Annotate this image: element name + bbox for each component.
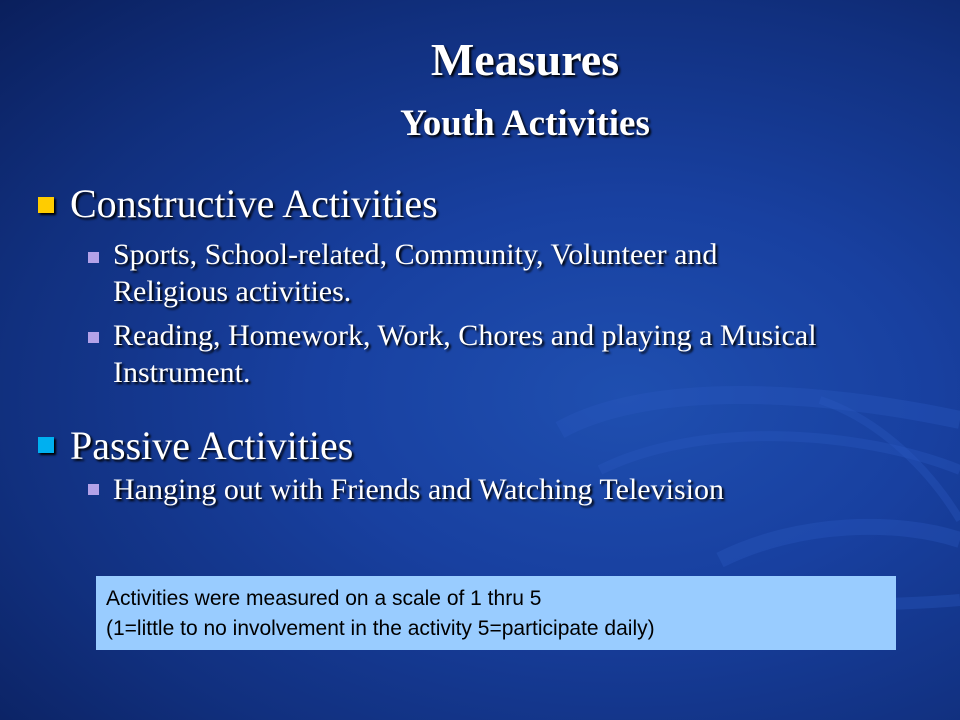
- square-bullet-icon: [38, 197, 54, 213]
- slide-title: Measures: [430, 34, 620, 85]
- list-item-line: Religious activities.: [113, 275, 352, 308]
- slide-subtitle: Youth Activities: [400, 103, 650, 144]
- scale-note-line: (1=little to no involvement in the activity 5=participate daily): [106, 617, 655, 640]
- list-item-line: Reading, Homework, Work, Chores and playing a Musical: [113, 319, 817, 352]
- square-bullet-icon: [38, 437, 54, 453]
- list-item-line: Instrument.: [113, 356, 251, 389]
- scale-note-box: [96, 576, 896, 650]
- section-heading-constructive: Constructive Activities: [70, 181, 438, 226]
- list-item-line: Sports, School-related, Community, Volunteer and: [113, 238, 718, 271]
- scale-note-line: Activities were measured on a scale of 1 thru 5: [106, 587, 542, 610]
- section-heading-passive: Passive Activities: [70, 423, 354, 468]
- square-bullet-icon: [88, 484, 99, 495]
- square-bullet-icon: [88, 252, 99, 263]
- list-item-line: Hanging out with Friends and Watching Television: [113, 473, 724, 506]
- square-bullet-icon: [88, 332, 99, 343]
